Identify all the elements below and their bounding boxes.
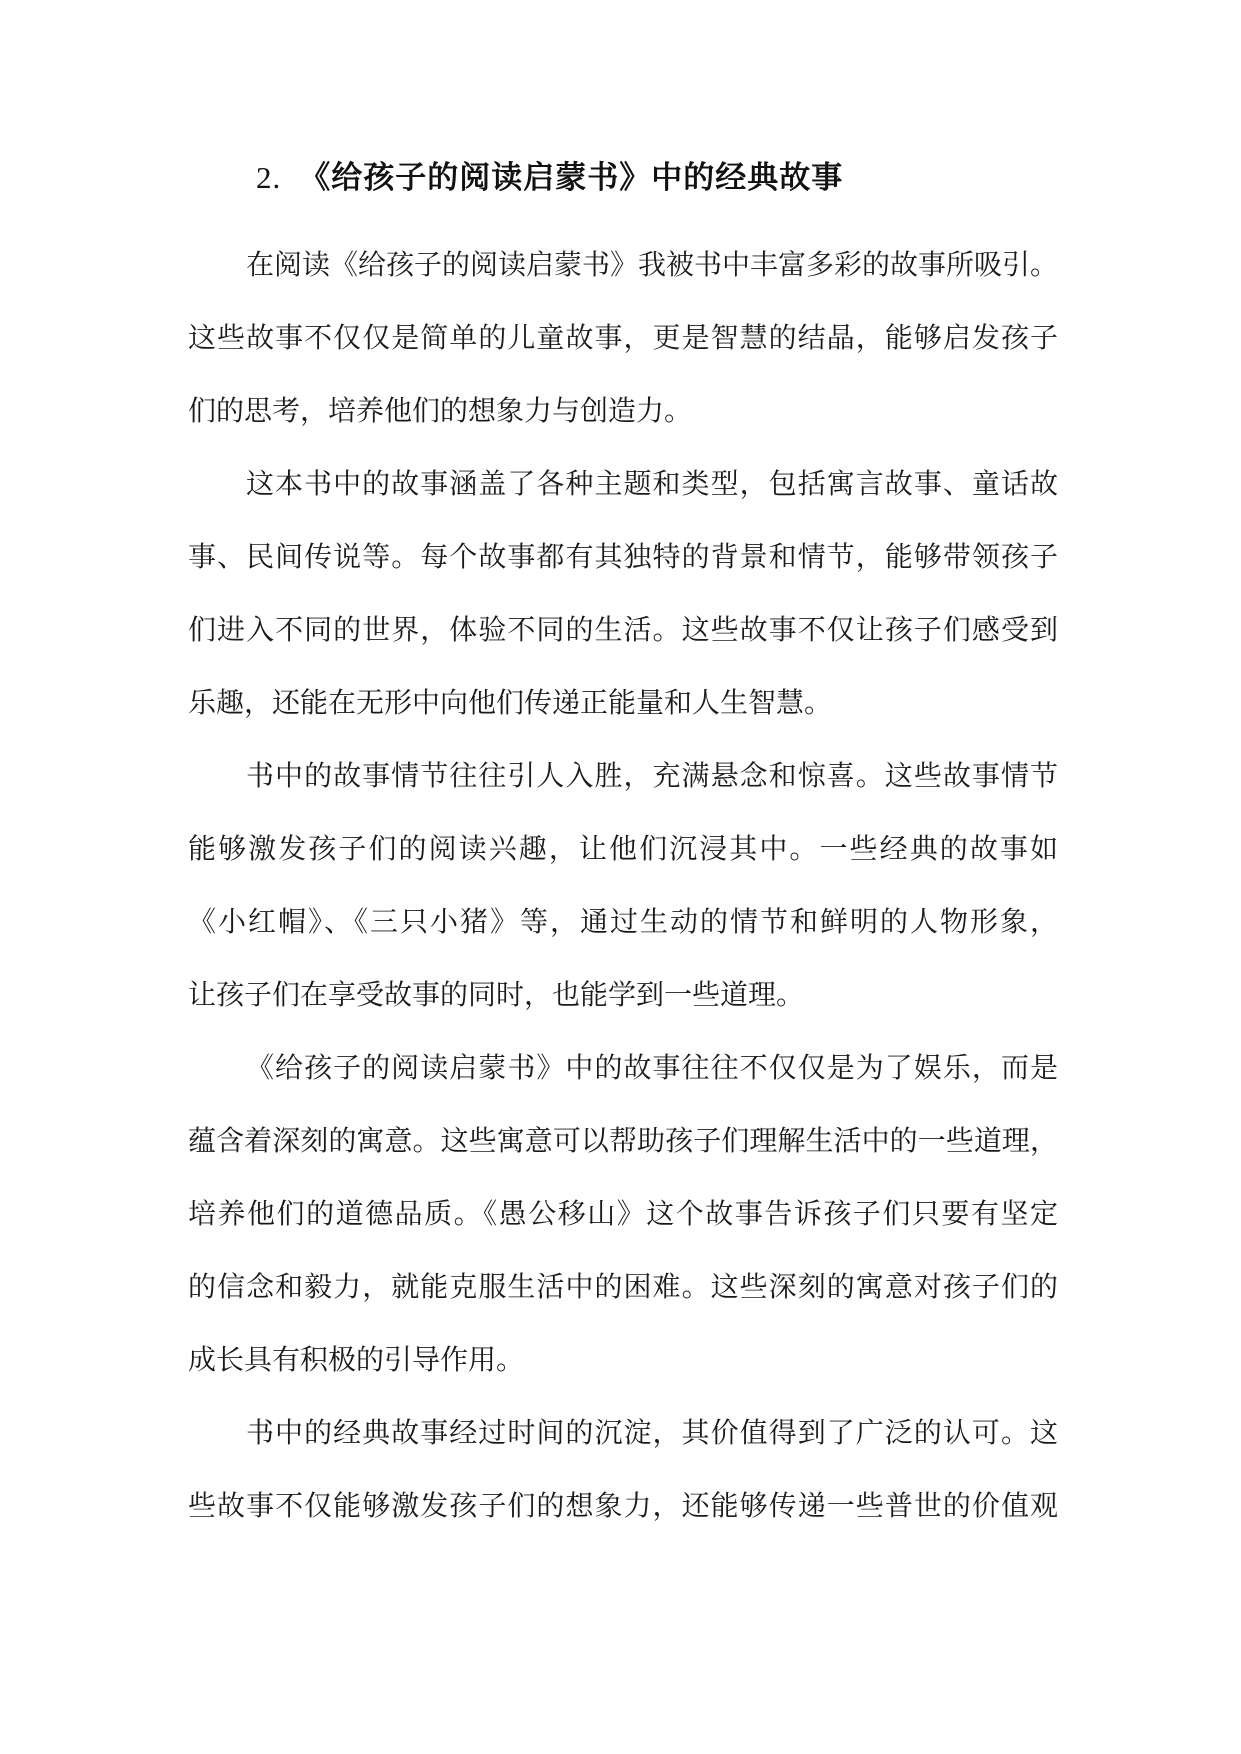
section-heading: [256, 152, 843, 197]
paragraph-2-line-3: 们进入不同的世界，体验不同的生活。这些故事不仅让孩子们感受到: [188, 613, 1058, 646]
paragraph-1-line-1: 在阅读《给孩子的阅读启蒙书》我被书中丰富多彩的故事所吸引。: [246, 248, 1058, 281]
paragraph-4-line-5: 成长具有积极的引导作用。: [188, 1343, 525, 1376]
paragraph-2-line-1: 这本书中的故事涵盖了各种主题和类型，包括寓言故事、童话故: [246, 467, 1058, 500]
body-text: [188, 228, 1058, 1542]
paragraph-4-line-1: 《给孩子的阅读启蒙书》中的故事往往不仅仅是为了娱乐，而是: [246, 1051, 1058, 1084]
paragraph-4-line-4: 的信念和毅力，就能克服生活中的困难。这些深刻的寓意对孩子们的: [188, 1270, 1058, 1303]
section-number: 2.: [256, 160, 282, 195]
paragraph-3-line-2: 能够激发孩子们的阅读兴趣，让他们沉浸其中。一些经典的故事如: [188, 832, 1058, 865]
paragraph-1-line-2: 这些故事不仅仅是简单的儿童故事，更是智慧的结晶，能够启发孩子: [188, 321, 1058, 354]
paragraph-3-line-1: 书中的故事情节往往引人入胜，充满悬念和惊喜。这些故事情节: [246, 759, 1058, 792]
paragraph-3-line-3: 《小红帽》、《三只小猪》等，通过生动的情节和鲜明的人物形象，: [188, 905, 1058, 938]
paragraph-5-line-2: 些故事不仅能够激发孩子们的想象力，还能够传递一些普世的价值观: [188, 1489, 1058, 1522]
paragraph-3-line-4: 让孩子们在享受故事的同时，也能学到一些道理。: [188, 978, 805, 1011]
section-title: 《给孩子的阅读启蒙书》中的经典故事: [299, 160, 844, 196]
paragraph-5-line-1: 书中的经典故事经过时间的沉淀，其价值得到了广泛的认可。这: [246, 1416, 1058, 1449]
paragraph-2-line-4: 乐趣，还能在无形中向他们传递正能量和人生智慧。: [188, 686, 833, 719]
paragraph-2-line-2: 事、民间传说等。每个故事都有其独特的背景和情节，能够带领孩子: [188, 540, 1058, 573]
paragraph-4-line-3: 培养他们的道德品质。《愚公移山》这个故事告诉孩子们只要有坚定: [188, 1197, 1058, 1230]
paragraph-1-line-3: 们的思考，培养他们的想象力与创造力。: [188, 394, 693, 427]
paragraph-4-line-2: 蕴含着深刻的寓意。这些寓意可以帮助孩子们理解生活中的一些道理，: [188, 1124, 1058, 1157]
